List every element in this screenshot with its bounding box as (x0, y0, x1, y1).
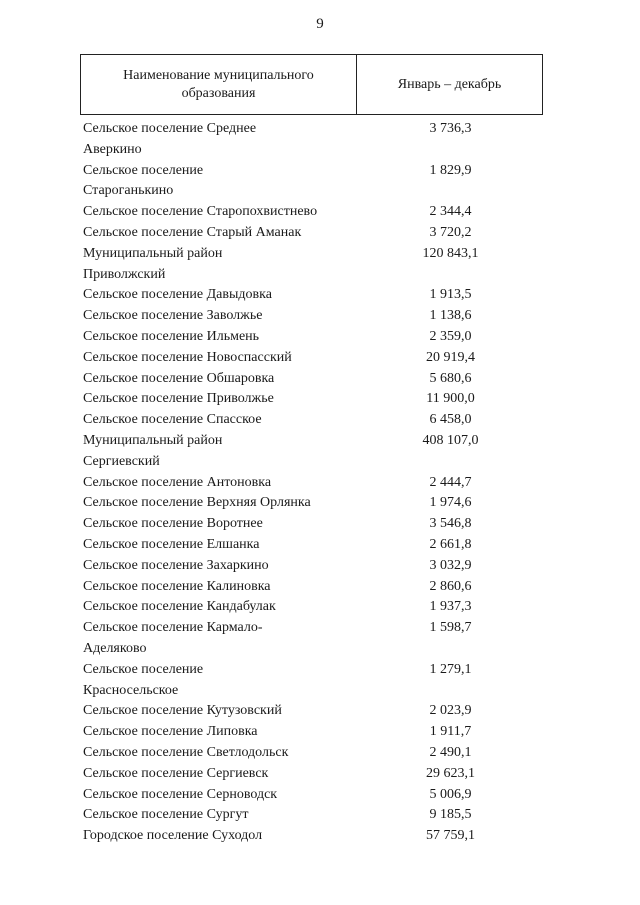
row-value: 2 344,4 (429, 204, 472, 220)
row-name: Сельское поселение Калиновка (83, 578, 271, 594)
row-value: 1 598,7 (429, 620, 472, 636)
row-value: 3 720,2 (429, 224, 472, 240)
table-row (83, 597, 563, 618)
table-row (83, 701, 563, 722)
row-value: 1 974,6 (429, 495, 472, 511)
table-row (83, 306, 563, 327)
row-name: Сельское поселение Старопохвистнево (83, 204, 318, 220)
table-row (83, 826, 563, 847)
row-name: Сельское поселение Антоновка (83, 474, 272, 490)
row-name: Сельское поселение Давыдовка (83, 287, 272, 303)
table-row (83, 660, 563, 702)
table-row (83, 764, 563, 785)
row-name: Городское поселение Суходол (83, 828, 263, 844)
row-value: 1 911,7 (429, 724, 472, 740)
row-value: 20 919,4 (426, 349, 475, 365)
row-name: Сельское поселение Обшаровка (83, 370, 275, 386)
header-name-column: Наименование муниципального образования (81, 55, 357, 114)
row-name: Сельское поселение Старый Аманак (83, 224, 302, 240)
table-row (83, 535, 563, 556)
row-value: 2 444,7 (429, 474, 472, 490)
row-value: 2 359,0 (429, 328, 472, 344)
row-value: 5 006,9 (429, 786, 472, 802)
row-value: 57 759,1 (426, 828, 475, 844)
row-name: Сельское поселение Среднее Аверкино (83, 121, 257, 157)
row-name: Сельское поселение Ильмень (83, 328, 260, 344)
row-value: 2 860,6 (429, 578, 472, 594)
table-row (83, 493, 563, 514)
table-row (83, 805, 563, 826)
table-row (83, 161, 563, 203)
row-name: Сельское поселение Светлодольск (83, 744, 289, 760)
row-value: 3 546,8 (429, 516, 472, 532)
row-name: Сельское поселение Заволжье (83, 308, 263, 324)
row-value: 9 185,5 (429, 807, 472, 823)
row-value: 11 900,0 (426, 391, 475, 407)
table-row (83, 473, 563, 494)
table-row (83, 369, 563, 390)
page-number: 9 (316, 16, 324, 32)
table-row (83, 431, 563, 473)
table-header (80, 54, 543, 115)
table-row (83, 785, 563, 806)
table-row (83, 577, 563, 598)
table-row (83, 348, 563, 369)
row-name: Сельское поселение Липовка (83, 724, 258, 740)
row-value: 1 279,1 (429, 661, 472, 677)
row-name: Сельское поселение Сургут (83, 807, 249, 823)
row-name: Сельское поселение Елшанка (83, 536, 260, 552)
table-row (83, 327, 563, 348)
row-value: 2 023,9 (429, 703, 472, 719)
row-name: Сельское поселение Воротнее (83, 516, 263, 532)
table-row (83, 202, 563, 223)
row-value: 2 661,8 (429, 536, 472, 552)
row-name: Муниципальный район Сергиевский (83, 432, 223, 469)
row-name: Сельское поселение Верхняя Орлянка (83, 495, 311, 511)
row-name: Сельское поселение Кандабулак (83, 599, 276, 615)
row-name: Сельское поселение Сергиевск (83, 765, 269, 781)
row-value: 3 736,3 (429, 121, 472, 136)
table-row (83, 743, 563, 764)
row-name: Сельское поселение Спасское (83, 412, 262, 428)
row-name: Сельское поселение Приволжье (83, 391, 274, 407)
row-name: Сельское поселение Серноводск (83, 786, 278, 802)
row-value: 1 138,6 (429, 308, 472, 324)
row-value: 29 623,1 (426, 765, 475, 781)
table-row (83, 285, 563, 306)
table-row (83, 119, 563, 161)
row-value: 1 937,3 (429, 599, 472, 615)
row-value: 2 490,1 (429, 744, 472, 760)
table-row (83, 618, 563, 660)
table-row (83, 514, 563, 535)
row-value: 408 107,0 (422, 432, 479, 448)
table-row (83, 244, 563, 286)
table-row (83, 410, 563, 431)
row-name: Сельское поселение Захаркино (83, 557, 269, 573)
row-value: 6 458,0 (429, 412, 472, 428)
row-name: Сельское поселение Новоспасский (83, 349, 292, 365)
table-body (83, 119, 563, 847)
row-value: 1 913,5 (429, 287, 472, 303)
table-row (83, 389, 563, 410)
row-value: 120 843,1 (422, 245, 479, 261)
row-value: 3 032,9 (429, 557, 472, 573)
table-row (83, 223, 563, 244)
row-name: Сельское поселение Кармало- Аделяково (83, 620, 263, 656)
row-name: Муниципальный район Приволжский (83, 245, 223, 282)
row-value: 1 829,9 (429, 162, 472, 178)
table-row (83, 556, 563, 577)
table-row (83, 722, 563, 743)
row-name: Сельское поселение Кутузовский (83, 703, 282, 719)
row-value: 5 680,6 (429, 370, 472, 386)
row-name: Сельское поселение Староганькино (83, 162, 204, 199)
header-period-column: Январь – декабрь (397, 76, 502, 92)
row-name: Сельское поселение Красносельское (83, 661, 204, 698)
